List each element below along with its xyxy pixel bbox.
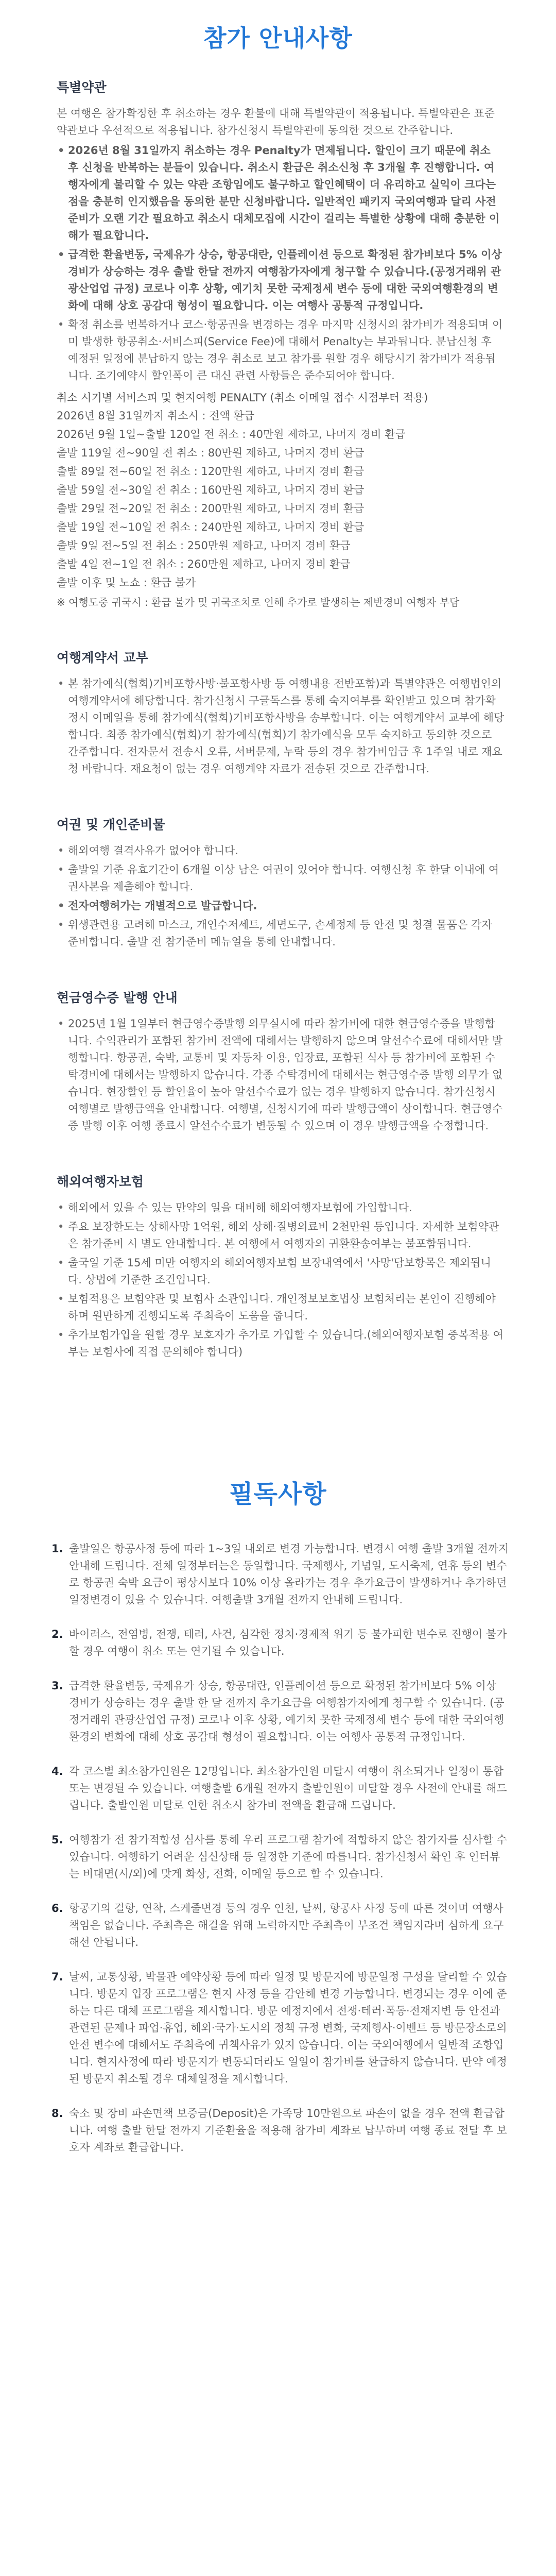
- list-item: • 해외여행 결격사유가 없어야 합니다.: [57, 842, 505, 859]
- passport-heading: 여권 및 개인준비물: [57, 817, 165, 832]
- list-item: • 추가보험가입을 원할 경우 보호자가 추가로 가입할 수 있습니다.(해외여행자보험 중복적용 여부는 보험사에 직접 문의해야 합니다): [57, 1327, 505, 1361]
- info-content: [0, 77, 556, 1361]
- penalty-line: 출발 19일 전~10일 전 취소 : 240만원 제하고, 나머지 경비 환급: [57, 521, 364, 533]
- item-text: 숙소 및 장비 파손면책 보증금(Deposit)은 가족당 10만원으로 파손이 없을 경우 전액 환급합니다. 여행 출발 한달 전까지 기준환율을 적용해 참가비 계좌로 납부하며 여행 종료 전달 후 보호자 계좌로 환급합니다.: [69, 2107, 507, 2154]
- item-text: 급격한 환율변동, 국제유가 상승, 항공대란, 인플레이션 등으로 확정된 참가비보다 5% 이상 경비가 상승하는 경우 출발 한 달 전까지 추가요금을 여행참가자에게 청구할 수 있습니다. (공정거래위 관광산업업 규정) 코로나 이후 상황, 예기치 못한 국제정세 변수 등에 대한 국외여행환경의 변화에 대해 상호 공감대 형성이 필요합니다. 이는 여행사 공통적 규정입니다.: [69, 1680, 505, 1743]
- contract-heading: 여행계약서 교부: [57, 650, 148, 665]
- cancellation-list: [57, 142, 505, 384]
- item-text: 여행참가 전 참가적합성 심사를 통해 우리 프로그램 참가에 적합하지 않은 참가자를 심사할 수 있습니다. 여행하기 어려운 심신상태 등 일정한 기준에 따릅니다. 참가신청서 확인 후 인터뷰는 비대면(시/외)에 맞게 화상, 전화, 이메일 등으로 할 수 있습니다.: [69, 1834, 507, 1880]
- penalty-schedule: [57, 406, 505, 592]
- item-number: 2.: [51, 1628, 63, 1640]
- penalty-line: 출발 4일 전~1일 전 취소 : 260만원 제하고, 나머지 경비 환급: [57, 558, 351, 570]
- cancellation-section: [57, 77, 505, 611]
- item-number: 7.: [51, 1971, 63, 1983]
- must-read-item: [51, 2105, 510, 2156]
- list-item: • 전자여행허가는 개별적으로 발급합니다.: [57, 897, 505, 914]
- passport-section: [57, 815, 505, 951]
- cancellation-heading: 특별약관: [57, 80, 107, 95]
- item-text: 각 코스별 최소참가인원은 12명입니다. 최소참가인원 미달시 여행이 취소되거나 일정이 통합 또는 변경될 수 있습니다. 여행출발 6개월 전까지 출발인원이 미달할 경우 사전에 안내를 해드립니다. 출발인원 미달로 인한 취소시 참가비 전액을 환급해 드립니다.: [69, 1765, 507, 1811]
- item-text: 항공기의 결항, 연착, 스케줄변경 등의 경우 인천, 날씨, 항공사 사정 등에 따른 것이며 여행사 책임은 없습니다. 주최측은 해결을 위해 노력하지만 주최측이 부조건 책임지라며 심하게 요구해선 안됩니다.: [69, 1902, 504, 1948]
- penalty-line: 2026년 9월 1일~출발 120일 전 취소 : 40만원 제하고, 나머지 경비 환급: [57, 428, 406, 440]
- list-item: • 2026년 8월 31일까지 취소하는 경우 Penalty가 면제됩니다. 할인이 크기 때문에 취소 후 신청을 반복하는 분들이 있습니다. 취소시 환급은 취소신청 후 3개월 후 진행합니다. 여행자에게 불리할 수 있는 약관 조항임에도 불구하고 할인혜택이 더 유리하고 실익이 크다는 점을 충분히 인지했음을 동의한 분만 신청바랍니다. 일반적인 패키지 국외여행과 달리 사전 준비가 오랜 기간 필요하고 취소시 대체모집에 시간이 걸리는 특별한 상황에 대해 충분한 이해가 필요합니다.: [57, 142, 505, 244]
- must-read-item: [51, 1969, 510, 2088]
- item-number: 4.: [51, 1765, 63, 1777]
- must-read-item: [51, 1677, 510, 1745]
- item-text: 바이러스, 전염병, 전쟁, 테러, 사건, 심각한 정치·경제적 위기 등 불가피한 변수로 진행이 불가할 경우 여행이 취소 또는 연기될 수 있습니다.: [69, 1628, 507, 1657]
- penalty-line: 출발 89일 전~60일 전 취소 : 120만원 제하고, 나머지 경비 환급: [57, 465, 364, 478]
- must-read-item: [51, 1540, 510, 1608]
- item-text: 출발일은 항공사정 등에 따라 1~3일 내외로 변경 가능합니다. 변경시 여행 출발 3개월 전까지 안내해 드립니다. 전체 일정부터는은 동일합니다. 국제행사, 기념일, 도시축제, 연휴 등의 변수로 항공권 숙박 요금이 평상시보다 10% 이상 올라가는 경우 추가요금이 발생하거나 추가하던 일정변경이 있을 수 있습니다. 여행출발 3개월 전까지 안내해 드립니다.: [69, 1543, 509, 1606]
- insurance-section: [57, 1172, 505, 1361]
- list-item: • 주요 보장한도는 상해사망 1억원, 해외 상해·질병의료비 2천만원 등입니다. 자세한 보험약관은 참가준비 시 별도 안내합니다. 본 여행에서 여행자의 귀환환송여부는 불포함됩니다.: [57, 1218, 505, 1252]
- list-item: • 2025년 1월 1일부터 현금영수증발행 의무실시에 따라 참가비에 대한 현금영수증을 발행합니다. 수익관리가 포함된 참가비 전액에 대해서는 발행하지 않으며 알선수수료에 대해서만 발행합니다. 항공권, 숙박, 교통비 및 자동차 이용, 입장료, 포함된 식사 등 참가비에 포함된 수탁경비에 대해서는 발행하지 않습니다. 각종 수탁경비에 대해서는 현금영수증 발행 의무가 없습니다. 현장할인 등 할인율이 높아 알선수수료가 없는 경우 발행하지 않습니다. 참가신청시 여행별로 발행금액을 안내합니다. 여행별, 신청시기에 따라 발행금액이 상이합니다. 현금영수증 발행 이후 여행 종료시 알선수수료가 변동될 수 있으며 이 경우 발행금액을 수정합니다.: [57, 1015, 505, 1134]
- passport-list: [57, 842, 505, 951]
- receipt-list: [57, 1015, 505, 1134]
- insurance-heading: 해외여행자보험: [57, 1174, 144, 1189]
- receipt-section: [57, 988, 505, 1134]
- item-number: 1.: [51, 1543, 63, 1555]
- item-number: 5.: [51, 1834, 63, 1846]
- receipt-heading: 현금영수증 발행 안내: [57, 990, 178, 1005]
- list-item: • 본 참가예식(협회)기비포항사방·불포항사방 등 여행내용 전반포함)과 특별약관은 여행법인의 여행계약서에 해당합니다. 참가신청시 구글독스를 통해 숙지여부를 확인받고 있으며 참가확정시 이메일을 통해 참가예식(협회)기비포항사방을 송부합니다. 이는 여행계약서 교부에 해당합니다. 최종 참가예식(협회)기 참가예식(협회)기 참가예식을 모두 숙지하고 동의한 것으로 간주합니다. 전자문서 전송시 오류, 서버문제, 누락 등의 경우 참가비입금 후 1주일 내로 재요청 바랍니다. 재요청이 없는 경우 여행계약 자료가 전송된 것으로 간주합니다.: [57, 675, 505, 777]
- list-item: • 보험적용은 보험약관 및 보험사 소관입니다. 개인정보보호법상 보험처리는 본인이 진행해야 하며 원만하게 진행되도록 주최측이 도움을 줍니다.: [57, 1291, 505, 1325]
- must-read-item: [51, 1900, 510, 1951]
- contract-section: [57, 648, 505, 777]
- list-item: • 출발일 기준 유효기간이 6개월 이상 남은 여권이 있어야 합니다. 여행신청 후 한달 이내에 여권사본을 제출해야 합니다.: [57, 861, 505, 895]
- insurance-list: [57, 1199, 505, 1361]
- penalty-line: 2026년 8월 31일까지 취소시 : 전액 환급: [57, 410, 255, 422]
- item-text: 날씨, 교통상황, 박물관 예약상황 등에 따라 일정 및 방문지에 방문일정 구성을 달리할 수 있습니다. 방문지 입장 프로그램은 현지 사정 등을 감안해 변경 가능합니다. 변경되는 경우 이에 준하는 다른 대체 프로그램을 제시합니다. 방문 예정지에서 전쟁·테러·폭동·전재지변 등 안전과 관련된 문제나 파업·휴업, 해외·국가·도시의 정책 규정 변화, 국제행사·이벤트 등 방문장소로의 안전 변수에 대해서도 주최측에 귀책사유가 있지 않습니다. 이는 국외여행에서 일반적 조항입니다. 현지사정에 따라 방문지가 변동되더라도 일일이 참가비를 환급하지 않습니다. 만약 예정된 방문지 취소될 경우 대체일정을 제시합니다.: [69, 1971, 507, 2085]
- must-read-title: 필독사항: [229, 1480, 327, 1509]
- penalty-line: 출발 9일 전~5일 전 취소 : 250만원 제하고, 나머지 경비 환급: [57, 539, 351, 552]
- penalty-line: 출발 59일 전~30일 전 취소 : 160만원 제하고, 나머지 경비 환급: [57, 484, 364, 496]
- list-item: • 위생관련용 고려해 마스크, 개인수저세트, 세면도구, 손세정제 등 안전 및 청결 물품은 각자 준비합니다. 출발 전 참가준비 메뉴얼을 통해 안내합니다.: [57, 917, 505, 951]
- list-item: • 해외에서 있을 수 있는 만약의 일을 대비해 해외여행자보험에 가입합니다.: [57, 1199, 505, 1216]
- must-read-item: [51, 1763, 510, 1814]
- must-read-item: [51, 1626, 510, 1660]
- cancellation-intro: 본 여행은 참가확정한 후 취소하는 경우 환불에 대해 특별약관이 적용됩니다. 특별약관은 표준약관보다 우선적으로 적용됩니다. 참가신청시 특별약관에 동의한 것으로 간주합니다.: [57, 107, 495, 137]
- must-read-list: [0, 1540, 556, 2156]
- list-item: • 확정 취소를 번복하거나 코스·항공권을 변경하는 경우 마지막 신청시의 참가비가 적용되며 이미 발생한 항공취소·서비스피(Service Fee)에 대해서 Penalty는 부과됩니다. 분납신청 후 예정된 일정에 분납하지 않는 경우 취소로 보고 참가를 원할 경우 해당시기 참가비가 적용됩니다. 조기예약시 할인폭이 큰 대신 관련 사항들은 준수되어야 합니다.: [57, 316, 505, 384]
- must-read-item: [51, 1832, 510, 1883]
- penalty-line: 출발 29일 전~20일 전 취소 : 200만원 제하고, 나머지 경비 환급: [57, 502, 364, 515]
- list-item: • 출국일 기준 15세 미만 여행자의 해외여행자보험 보장내역에서 '사망'담보항목은 제외됩니다. 상법에 기준한 조건입니다.: [57, 1255, 505, 1289]
- penalty-heading: 취소 시기별 서비스피 및 현지여행 PENALTY (취소 이메일 접수 시점부터 적용): [57, 392, 428, 404]
- penalty-note: ※ 여행도중 귀국시 : 환급 불가 및 귀국조치로 인해 추가로 발생하는 제반경비 여행자 부담: [57, 596, 460, 608]
- contract-list: [57, 675, 505, 777]
- item-number: 6.: [51, 1902, 63, 1914]
- list-item: • 급격한 환율변동, 국제유가 상승, 항공대란, 인플레이션 등으로 확정된 참가비보다 5% 이상 경비가 상승하는 경우 출발 한달 전까지 여행참가자에게 청구할 수 있습니다.(공정거래위 관광산업업 규정) 코로나 이후 상황, 예기치 못한 국제정세 변수 등에 대한 국외여행환경의 변화에 대해 상호 공감대 형성이 필요합니다. 이는 여행사 공통적 규정입니다.: [57, 246, 505, 314]
- penalty-line: 출발 이후 및 노쇼 : 환급 불가: [57, 577, 196, 589]
- item-number: 3.: [51, 1680, 63, 1692]
- item-number: 8.: [51, 2107, 63, 2120]
- page-title: 참가 안내사항: [203, 24, 353, 52]
- penalty-line: 출발 119일 전~90일 전 취소 : 80만원 제하고, 나머지 경비 환급: [57, 447, 364, 459]
